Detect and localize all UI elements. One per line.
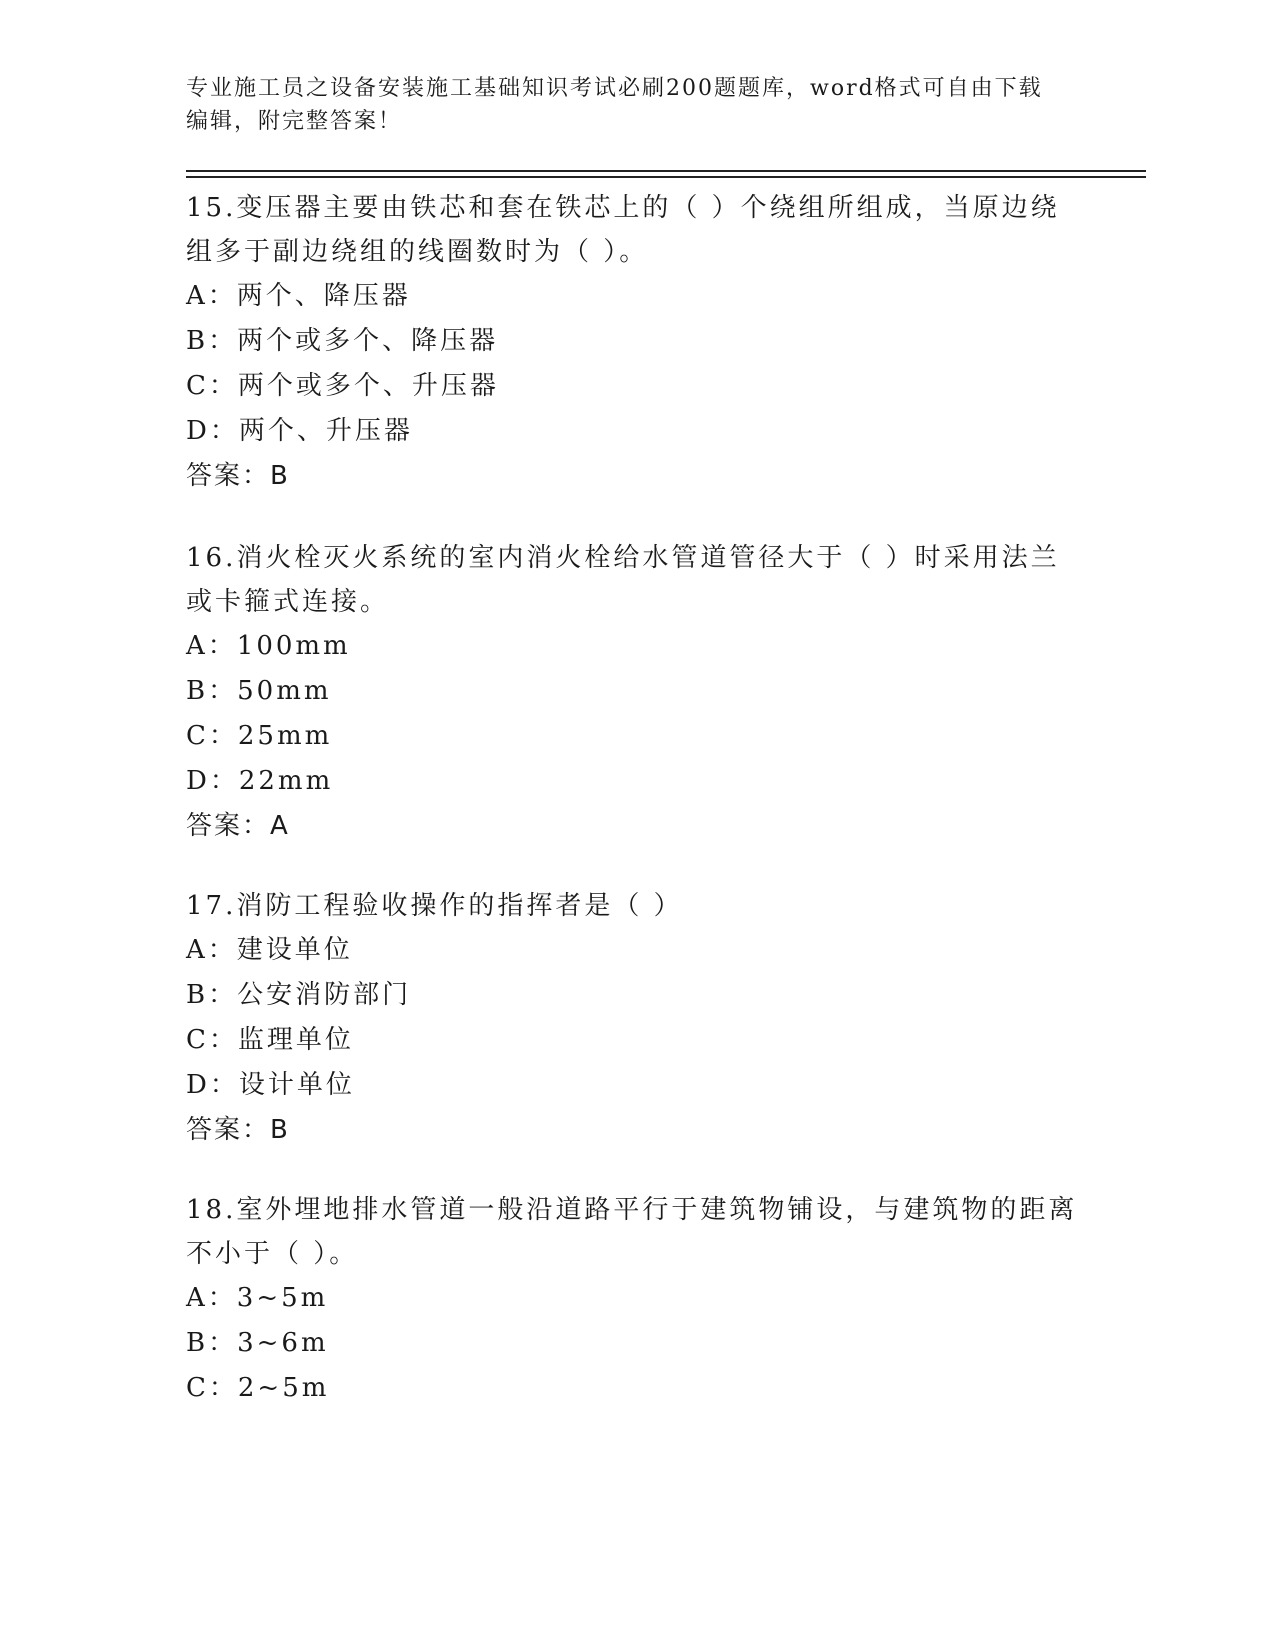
question-15 — [186, 186, 1086, 499]
question-stem: 15.变压器主要由铁芯和套在铁芯上的（ ）个绕组所组成，当原边绕组多于副边绕组的线圈数时为（ ）。 — [186, 193, 1060, 267]
answer: 答案：B — [186, 1115, 290, 1145]
option-b: B：公安消防部门 — [186, 980, 412, 1010]
option-d: D：设计单位 — [186, 1070, 355, 1100]
option-a: A：100mm — [186, 631, 351, 661]
option-d: D：两个、升压器 — [186, 416, 413, 446]
option-d: D：22mm — [186, 766, 334, 796]
header-divider-top — [186, 170, 1146, 172]
header-divider-bottom — [186, 176, 1146, 178]
question-stem: 17.消防工程验收操作的指挥者是（ ） — [186, 891, 683, 921]
document-header: 专业施工员之设备安装施工基础知识考试必刷200题题库，word格式可自由下载编辑，附完整答案！ — [186, 76, 1043, 134]
option-c: C：2~5m — [186, 1373, 330, 1403]
option-a: A：建设单位 — [186, 935, 353, 965]
option-a: A：3~5m — [186, 1283, 329, 1313]
answer: 答案：A — [186, 811, 290, 841]
question-stem: 16.消火栓灭火系统的室内消火栓给水管道管径大于（ ）时采用法兰或卡箍式连接。 — [186, 543, 1060, 617]
option-b: B：3~6m — [186, 1328, 329, 1358]
option-b: B：50mm — [186, 676, 332, 706]
answer: 答案：B — [186, 461, 290, 491]
question-18 — [186, 1188, 1086, 1411]
option-a: A：两个、降压器 — [186, 281, 411, 311]
question-16 — [186, 536, 1086, 849]
option-c: C：25mm — [186, 721, 333, 751]
option-c: C：两个或多个、升压器 — [186, 371, 499, 401]
option-c: C：监理单位 — [186, 1025, 354, 1055]
question-17 — [186, 884, 1086, 1153]
question-stem: 18.室外埋地排水管道一般沿道路平行于建筑物铺设，与建筑物的距离不小于（ ）。 — [186, 1195, 1078, 1269]
option-b: B：两个或多个、降压器 — [186, 326, 499, 356]
